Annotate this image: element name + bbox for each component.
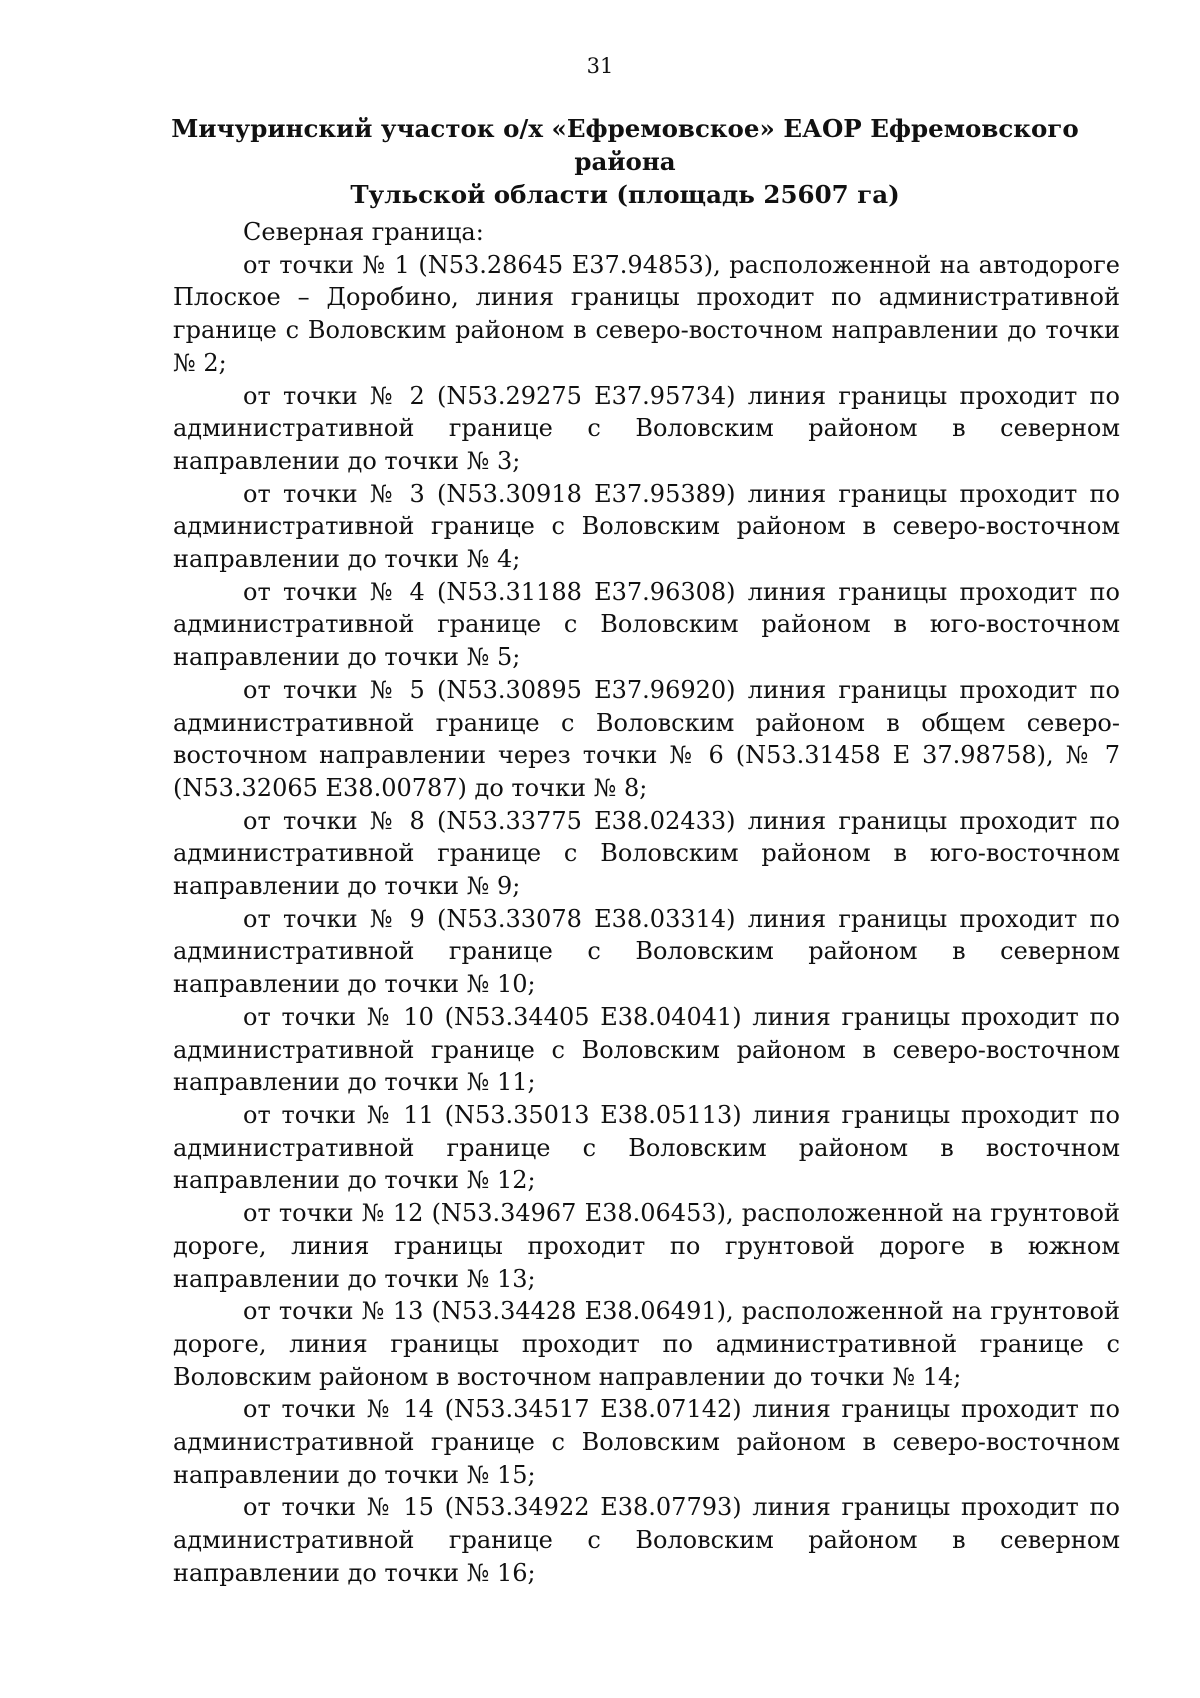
- boundary-paragraph: от точки № 15 (N53.34922 E38.07793) линия границы проходит по административной границе с Воловским районом в северном направлении до точки № 16;: [173, 1493, 1120, 1587]
- boundary-paragraph: от точки № 13 (N53.34428 E38.06491), расположенной на грунтовой дороге, линия границы проходит по административной границе с Воловским районом в восточном направлении до точки № 14;: [173, 1297, 1120, 1391]
- boundary-paragraph: от точки № 8 (N53.33775 E38.02433) линия границы проходит по административной границе с Воловским районом в юго-восточном направлении до точки № 9;: [173, 806, 1120, 901]
- page-number: 31: [586, 54, 614, 78]
- boundary-paragraph: от точки № 14 (N53.34517 E38.07142) линия границы проходит по административной границе с Воловским районом в северо-восточном направлении до точки № 15;: [173, 1395, 1120, 1489]
- boundary-paragraph: от точки № 9 (N53.33078 E38.03314) линия границы проходит по административной границе с Воловским районом в северном направлении до точки № 10;: [173, 904, 1120, 999]
- boundary-paragraph: от точки № 12 (N53.34967 E38.06453), расположенной на грунтовой дороге, линия границы проходит по грунтовой дороге в южном направлении до точки № 13;: [173, 1199, 1120, 1293]
- boundary-paragraph: от точки № 1 (N53.28645 E37.94853), расположенной на автодороге Плоское – Доробино, линия границы проходит по административной границе с Воловским районом в северо-восточном направлении до точки № 2;: [173, 250, 1120, 377]
- document-title-line-1: Мичуринский участок о/х «Ефремовское» ЕАОР Ефремовского района: [171, 114, 1079, 176]
- boundary-paragraph: от точки № 4 (N53.31188 E37.96308) линия границы проходит по административной границе с Воловским районом в юго-восточном направлении до точки № 5;: [173, 577, 1120, 672]
- document-body: [173, 216, 1120, 1590]
- section-heading: Северная граница:: [243, 218, 484, 246]
- boundary-paragraph: от точки № 5 (N53.30895 E37.96920) линия границы проходит по административной границе с Воловским районом в общем северо-восточном направлении через точки № 6 (N53.31458 E 37.98758), № 7 (N53.32065 E38.00787) до точки № 8;: [173, 675, 1120, 802]
- boundary-paragraph: от точки № 11 (N53.35013 E38.05113) линия границы проходит по административной границе с Воловским районом в восточном направлении до точки № 12;: [173, 1100, 1120, 1195]
- boundary-paragraph: от точки № 3 (N53.30918 E37.95389) линия границы проходит по административной границе с Воловским районом в северо-восточном направлении до точки № 4;: [173, 479, 1120, 574]
- boundary-paragraph: от точки № 2 (N53.29275 E37.95734) линия границы проходит по административной границе с Воловским районом в северном направлении до точки № 3;: [173, 381, 1120, 475]
- document-title-line-2: Тульской области (площадь 25607 га): [350, 180, 900, 209]
- document-title: [150, 112, 1100, 211]
- boundary-paragraph: от точки № 10 (N53.34405 E38.04041) линия границы проходит по административной границе с Воловским районом в северо-восточном направлении до точки № 11;: [173, 1002, 1120, 1097]
